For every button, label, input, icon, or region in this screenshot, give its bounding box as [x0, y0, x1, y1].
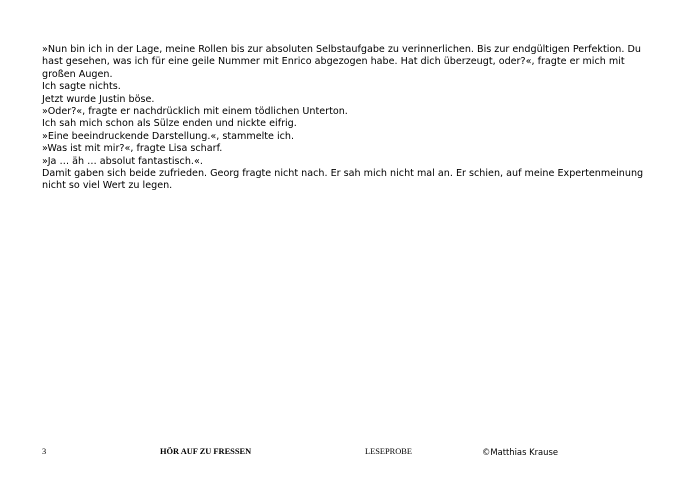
paragraph-1: »Nun bin ich in der Lage, meine Rollen bis zur absoluten Selbstaufgabe zu verinnerlichen. Bis zur endgültigen Perfektion. Du hast gesehen, was ich für eine geile Nummer mit Enrico abgezogen habe. Hat dich überzeugt, oder?«, fragte er mich mit großen Augen. — [42, 44, 641, 80]
book-title: HÖR AUF ZU FRESSEN — [160, 447, 252, 456]
paragraph-3: Jetzt wurde Justin böse. — [42, 93, 155, 105]
author-copyright: ©Matthias Krause — [482, 447, 558, 457]
paragraph-7: »Was ist mit mir?«, fragte Lisa scharf. — [42, 143, 223, 155]
paragraph-9: Damit gaben sich beide zufrieden. Georg fragte nicht nach. Er sah mich nicht mal an. Er schien, auf meine Expertenmeinung nicht so viel Wert zu legen. — [42, 168, 644, 192]
paragraph-4: »Oder?«, fragte er nachdrücklich mit einem tödlichen Unterton. — [42, 106, 348, 118]
paragraph-5: Ich sah mich schon als Sülze enden und nickte eifrig. — [42, 118, 297, 130]
sample-label: LESEPROBE — [365, 447, 412, 456]
paragraph-8: »Ja … äh … absolut fantastisch.«. — [42, 155, 203, 167]
paragraph-6: »Eine beeindruckende Darstellung.«, stammelte ich. — [42, 130, 295, 142]
page-footer — [0, 446, 682, 460]
page-number: 3 — [42, 447, 47, 456]
paragraph-2: Ich sagte nichts. — [42, 81, 121, 93]
story-text — [42, 44, 654, 193]
